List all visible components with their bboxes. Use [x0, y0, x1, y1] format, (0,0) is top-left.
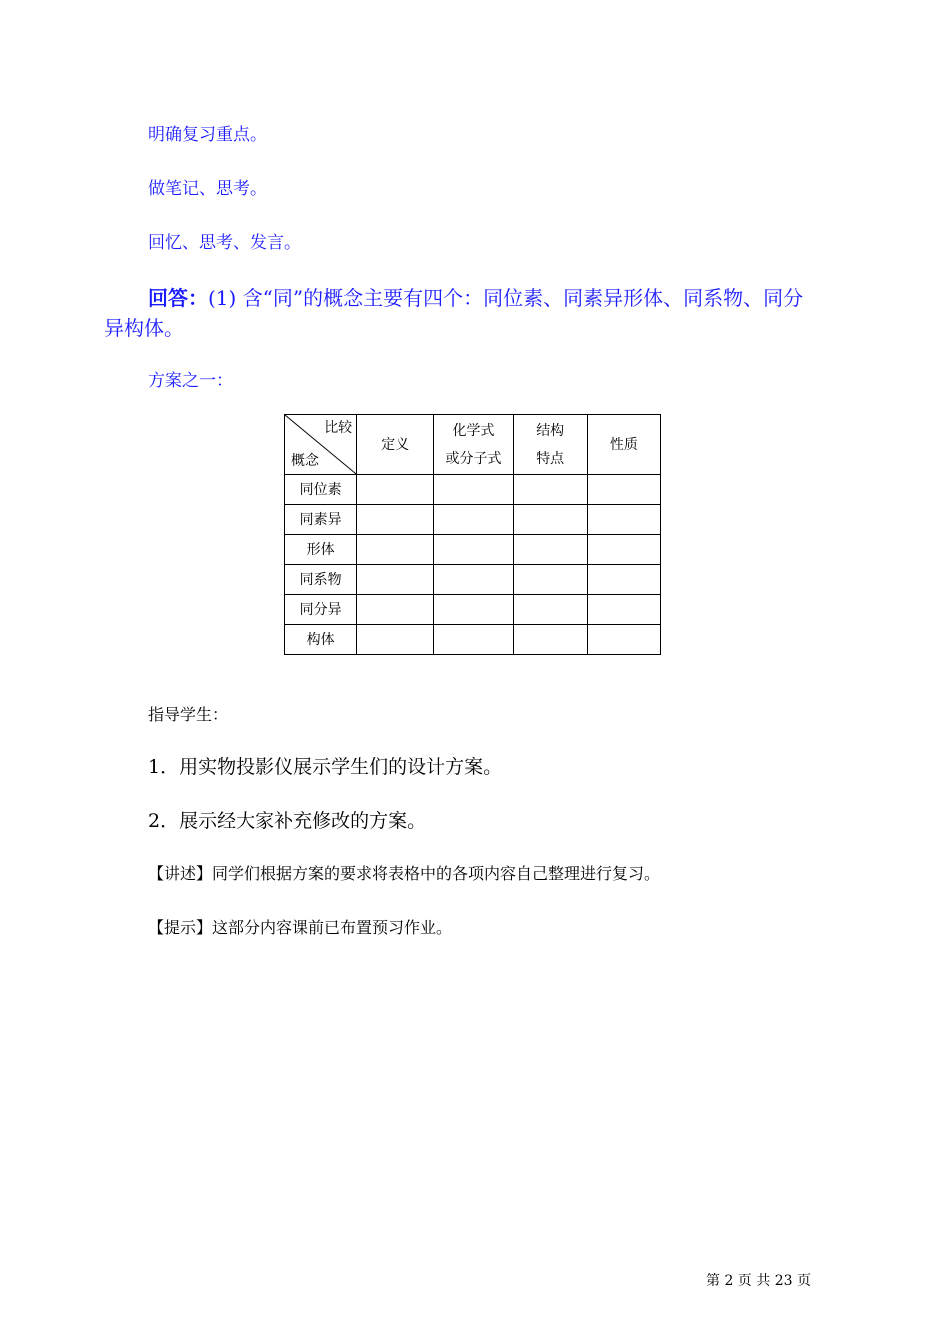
table-header-row	[285, 415, 661, 475]
table-cell	[513, 565, 587, 595]
answer-label: 回答：	[148, 286, 208, 310]
table-cell	[434, 505, 513, 535]
hint-note: 【提示】这部分内容课前已布置预习作业。	[148, 918, 453, 937]
answer-line-1	[148, 282, 803, 311]
table-cell	[434, 475, 513, 505]
table-row	[285, 535, 661, 565]
table-cell	[357, 565, 434, 595]
row-label-allotrope-2: 形体	[285, 535, 357, 565]
header-formula	[434, 415, 513, 475]
header-structure-line-1: 结构	[536, 422, 565, 439]
table-cell	[513, 595, 587, 625]
table-cell	[357, 475, 434, 505]
header-structure-line-2: 特点	[536, 450, 565, 467]
table-cell	[587, 535, 660, 565]
header-properties: 性质	[587, 415, 660, 475]
plan-label: 方案之一：	[148, 371, 233, 391]
table-cell	[587, 505, 660, 535]
table-cell	[434, 535, 513, 565]
table-cell	[587, 595, 660, 625]
corner-concept-label: 概念	[291, 453, 319, 469]
page-footer: 第 2 页 共 23 页	[706, 1273, 811, 1289]
header-formula-line-1: 化学式	[452, 422, 495, 439]
table-cell	[434, 595, 513, 625]
corner-compare-label: 比较	[324, 420, 353, 436]
comparison-table	[284, 414, 661, 655]
table-cell	[513, 505, 587, 535]
narration-note: 【讲述】同学们根据方案的要求将表格中的各项内容自己整理进行复习。	[148, 864, 661, 883]
table-row	[285, 595, 661, 625]
table-row	[285, 475, 661, 505]
table-cell	[587, 565, 660, 595]
diagonal-header-cell	[285, 415, 357, 475]
table-row	[285, 505, 661, 535]
guide-title: 指导学生：	[148, 705, 229, 724]
table-cell	[357, 595, 434, 625]
table-cell	[587, 475, 660, 505]
table-cell	[513, 625, 587, 655]
table-row	[285, 625, 661, 655]
table-cell	[357, 535, 434, 565]
take-notes-line: 做笔记、思考。	[148, 179, 267, 199]
table-cell	[513, 535, 587, 565]
row-label-isotope: 同位素	[285, 475, 357, 505]
row-label-isomer-1: 同分异	[285, 595, 357, 625]
table-cell	[434, 565, 513, 595]
guide-item-1: 1．用实物投影仪展示学生们的设计方案。	[148, 756, 503, 778]
answer-line-2: 异构体。	[104, 316, 184, 340]
table-cell	[357, 625, 434, 655]
table-cell	[587, 625, 660, 655]
recall-line: 回忆、思考、发言。	[148, 233, 301, 253]
table-row	[285, 565, 661, 595]
row-label-allotrope-1: 同素异	[285, 505, 357, 535]
table-cell	[357, 505, 434, 535]
header-definition: 定义	[357, 415, 434, 475]
table-cell	[513, 475, 587, 505]
table-cell	[434, 625, 513, 655]
row-label-isomer-2: 构体	[285, 625, 357, 655]
header-structure	[513, 415, 587, 475]
guide-item-2: 2．展示经大家补充修改的方案。	[148, 810, 427, 832]
row-label-homolog: 同系物	[285, 565, 357, 595]
header-formula-line-2: 或分子式	[445, 450, 502, 467]
review-focus-line: 明确复习重点。	[148, 125, 267, 145]
answer-text-1: (1) 含“同”的概念主要有四个：同位素、同素异形体、同系物、同分	[208, 286, 804, 310]
